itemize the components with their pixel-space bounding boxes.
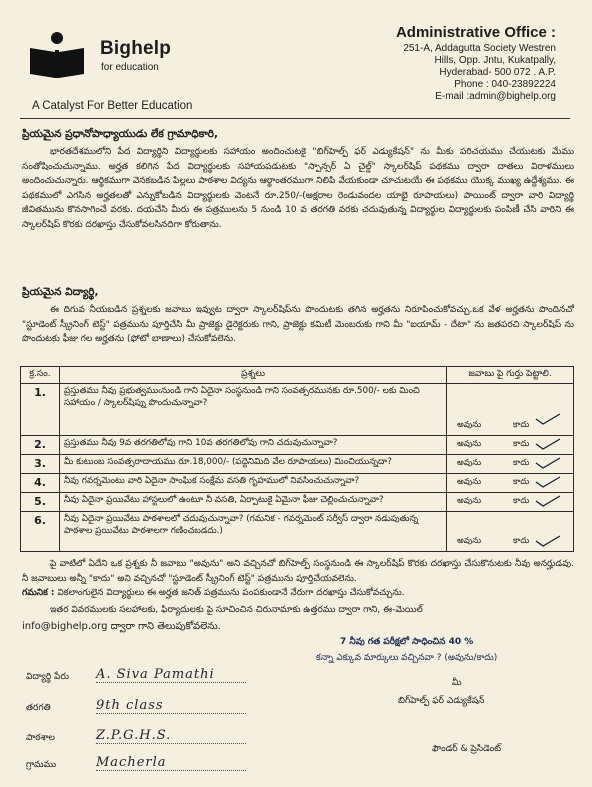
row-question: నీవు గవర్నమెంటు వారి ఏదైనా సాంఘిక సంక్షేమ వసతి గృహములో నివసించుచున్నావా?: [60, 474, 447, 493]
header-divider: [20, 118, 570, 119]
row-serial: 6.: [21, 512, 60, 552]
answer-cell[interactable]: [447, 455, 574, 474]
eligibility-questions-table: [20, 366, 574, 552]
salutation-headmaster: ప్రియమైన ప్రధానోపాధ్యాయుడు లేక గ్రామాధికారి,: [22, 128, 219, 140]
row-question: మీ కుటుంబ సంవత్సరాదాయము రూ.18,000/- (పద్దెనిమిది వేల రూపాయలు) మించియున్నదా?: [60, 455, 447, 474]
dotted-line: [96, 743, 246, 744]
salutation-student: ప్రియమైన విద్యార్థి,: [22, 286, 99, 298]
checkmark-icon: [535, 495, 561, 507]
contact-email-line: info@bighelp.org ద్వారా గాని తెలుపుకోవలెను.: [22, 621, 221, 632]
dotted-line: [96, 682, 246, 683]
note-text: వికలాంగులైన విద్యార్థులు ఈ అర్హత జనిత్ పత్రమును పంపకుండానే నేరుగా దరఖాస్తు చేసుకోవచ్చును.: [57, 588, 405, 598]
row-question: ప్రస్తుతము నీవు 9వ తరగతిలోవు గాని 10వ తరగతిలోవు గాని చదువుచున్నావా?: [60, 436, 447, 455]
row-serial: 1.: [21, 384, 60, 436]
student-name-field: [26, 667, 215, 684]
office-email: E-mail :admin@bighelp.org: [435, 91, 556, 102]
signature-greeting: మీ: [452, 678, 462, 688]
contact-paragraph: ఇతర వివరములకు సలహాలకు, ఫిర్యాదులకు పై సూచించిన చిరునామాకు ఉత్తరము ద్వారా గాని, ఈ-మెయిల్: [50, 605, 423, 615]
answer-no[interactable]: కాదు: [513, 536, 530, 546]
note-label: గమనిక :: [22, 588, 55, 598]
office-title: Administrative Office :: [395, 24, 556, 41]
student-village-field: [26, 755, 167, 772]
student-name-value[interactable]: A. Siva Pamathi: [96, 667, 215, 682]
student-name-label: విద్యార్థి పేరు: [26, 672, 69, 682]
answer-yes[interactable]: అవును: [457, 496, 482, 506]
answer-yes[interactable]: అవును: [457, 536, 482, 546]
tagline: A Catalyst For Better Education: [32, 100, 193, 112]
row-question: ప్రస్తుతము నీవు ప్రభుత్వముఁనుండి గాని ఏదైనా సంస్థనుండి గాని సంవత్సరమునకు రూ.500/- లకు మించి సహాయం / స్కాలర్‌షిప్ను పొందుచున్నావా?: [60, 384, 447, 436]
eligibility-result-paragraph: పై వాటిలో ఏదేని ఒక ప్రశ్నకు నీ జవాబు "అవును" అని వచ్చినచో బిగ్‌హెల్ప్ సంస్థనుండి ఈ స్కాలర్‌షిప్ కొరకు దరఖాస్తు చేసుకొనుటకు నీవు అనర్హుడవు. నీ జవాబులు అన్నీ "కాదు" అని వచ్చినచో "స్టూడెంట్ స్క్రీనింగ్ టెస్ట్" పత్రమును పూర్తిచేయవలెను.: [22, 559, 574, 584]
checkmark-icon: [535, 535, 561, 547]
row-question: నీవు ఏదైనా ప్రయివేటు పాఠశాలలో చదువుచున్నావా? (గమనిక - గవర్నమెంట్ సర్వీస్ ద్వారా నడుపుతున్న పాఠశాల ప్రయివేటు పాఠశాలగా గణించబడదు.): [60, 512, 447, 552]
marks-question-sub: కన్నా ఎక్కువ మార్కులు వచ్చినవా ? (అవును/కాదు): [316, 653, 498, 663]
office-line: Hyderabad- 500 072 . A.P.: [439, 67, 556, 78]
row-question: నీవు ఏదైనా ప్రయివేటు హాస్టలులో ఉంటూ నీ వసతి, ఏర్పాటుకై ఏమైనా ఫీజు చెల్లించుచున్నావా?: [60, 493, 447, 512]
dotted-line: [96, 713, 246, 714]
student-school-label: పాఠశాల: [26, 733, 55, 743]
table-header-row: [21, 367, 574, 384]
answer-yes[interactable]: అవును: [457, 420, 482, 430]
checkmark-icon: [535, 457, 561, 469]
bighelp-logo-icon: [26, 30, 88, 82]
table-row: [21, 436, 574, 455]
answer-cell[interactable]: [447, 436, 574, 455]
student-class-field: [26, 698, 164, 715]
student-school-field: [26, 728, 172, 745]
col-answer-header: జవాబు పై గుర్తు పెట్టాలి.: [447, 367, 574, 384]
answer-no[interactable]: కాదు: [513, 458, 530, 468]
answer-yes[interactable]: అవును: [457, 477, 482, 487]
row-serial: 4.: [21, 474, 60, 493]
intro-paragraph: భారతదేశములోని పేద విద్యార్థిని విద్యార్థులకు సహాయం అందించుటకై "బిగ్‌హెల్ప్ ఫర్ ఎడ్యుకేషన్" ను మీకు పరిచయము చేయుటకు మేము సంతోషించుచున్నాము. అర్హత కలిగిన పేద విద్యార్థులకు సహాయపడుటకు "స్పాన్సర్ ఏ చైల్డ్" స్కాలర్‌షిప్ పథకము ద్వారా దాతలు విరాళములు అందించుచున్నారు. ఆర్థికముగా వెనకబడిన పిల్లలు పాఠశాల విద్యను ఆర్థాంతరముగా నిలిపి వేయకుండా చూచుటయే ఈ పథకము యొక్క ముఖ్య ఉద్దేశ్యము. ఈ పథకములో ఎగసిన అర్హతలతో ఎన్నుకోబడిన విద్యార్థులకు వెంటనే రూ.250/-(అక్షరాల రెండువందల యాభై రూపాయలు) పాయింట్ ద్వారా వారి విద్యార్థి జీవితమును కొనసాగించే వరకు. దయచేసి మీరు ఈ పత్రములను 5 నుండి 10 వ తరగతి వరకు చదువుతున్న విద్యార్థుల విద్యార్థులకు పంపిణీ చేసి వారిని ఈ స్కాలర్‌షిప్ కొరకు దరఖాస్తు చేసుకోవలసినదిగా కోరుతాను.: [22, 147, 574, 230]
answer-yes[interactable]: అవును: [457, 439, 482, 449]
answer-cell[interactable]: [447, 493, 574, 512]
student-school-value[interactable]: Z.P.G.H.S.: [96, 728, 172, 743]
answer-no[interactable]: కాదు: [513, 439, 530, 449]
office-address-block: [346, 24, 556, 103]
col-serial-header: క్ర.సం.: [21, 367, 60, 384]
student-village-value[interactable]: Macherla: [96, 755, 167, 770]
row-serial: 2.: [21, 436, 60, 455]
dotted-line: [96, 770, 246, 771]
student-class-value[interactable]: 9th class: [96, 698, 164, 713]
table-row: [21, 512, 574, 552]
checkmark-icon: [535, 438, 561, 450]
student-instructions: ఈ దిగువ నీయబడిన ప్రశ్నలకు జవాబు ఇవ్వుట ద్వారా స్కాలర్‌షిప్‌ను పొందుటకు తగిన అర్హతను నిరూపించుకోవచ్చు.ఒక వేళ అర్హతను పొందినచో "స్టూడెంట్ స్క్రీనింగ్ టెస్ట్" పత్రమును పూర్తిచేసి మీ ప్రాజెక్టు డైరెక్టరుకు గాని, ప్రాజెక్టు కమిటీ మెంబరుకు గాని మీ "ఐయామ్ - దేటా" ను జతపరచి స్కాలర్‌షిప్ ను పొందుటకు ఫీజు గల అర్హతను (ఫోటో బాణాలు) చేసుకోవలెను.: [22, 305, 574, 344]
answer-no[interactable]: కాదు: [513, 496, 530, 506]
row-serial: 3.: [21, 455, 60, 474]
table-row: [21, 474, 574, 493]
col-question-header: ప్రశ్నలు: [60, 367, 447, 384]
note-line: [22, 586, 574, 601]
table-row: [21, 455, 574, 474]
signature-org: బిగ్‌హెల్ప్ ఫర్ ఎడ్యుకేషన్: [398, 696, 485, 706]
office-line: 251-A, Addagutta Society Westren: [403, 43, 556, 54]
answer-cell[interactable]: [447, 512, 574, 552]
checkmark-icon: [535, 476, 561, 488]
table-row: [21, 493, 574, 512]
answer-cell[interactable]: [447, 384, 574, 436]
answer-yes[interactable]: అవును: [457, 458, 482, 468]
student-class-label: తరగతి: [26, 703, 51, 713]
answer-no[interactable]: కాదు: [513, 477, 530, 487]
student-village-label: గ్రామము: [26, 760, 57, 770]
brand-subtitle: for education: [101, 62, 159, 73]
office-line: Phone : 040-23892224: [454, 79, 556, 90]
marks-question-line: 7 నీవు గత పరీక్షలో సాధించిన 40 %: [340, 637, 474, 647]
row-serial: 5.: [21, 493, 60, 512]
checkmark-icon: [535, 413, 561, 425]
table-row: [21, 384, 574, 436]
signature-title: ఫౌండర్ & ప్రెసిడెంట్: [432, 744, 502, 754]
answer-cell[interactable]: [447, 474, 574, 493]
brand-name: Bighelp: [100, 38, 172, 59]
answer-no[interactable]: కాదు: [513, 420, 530, 430]
office-line: Hills, Opp. Jntu, Kukatpally,: [434, 55, 556, 66]
